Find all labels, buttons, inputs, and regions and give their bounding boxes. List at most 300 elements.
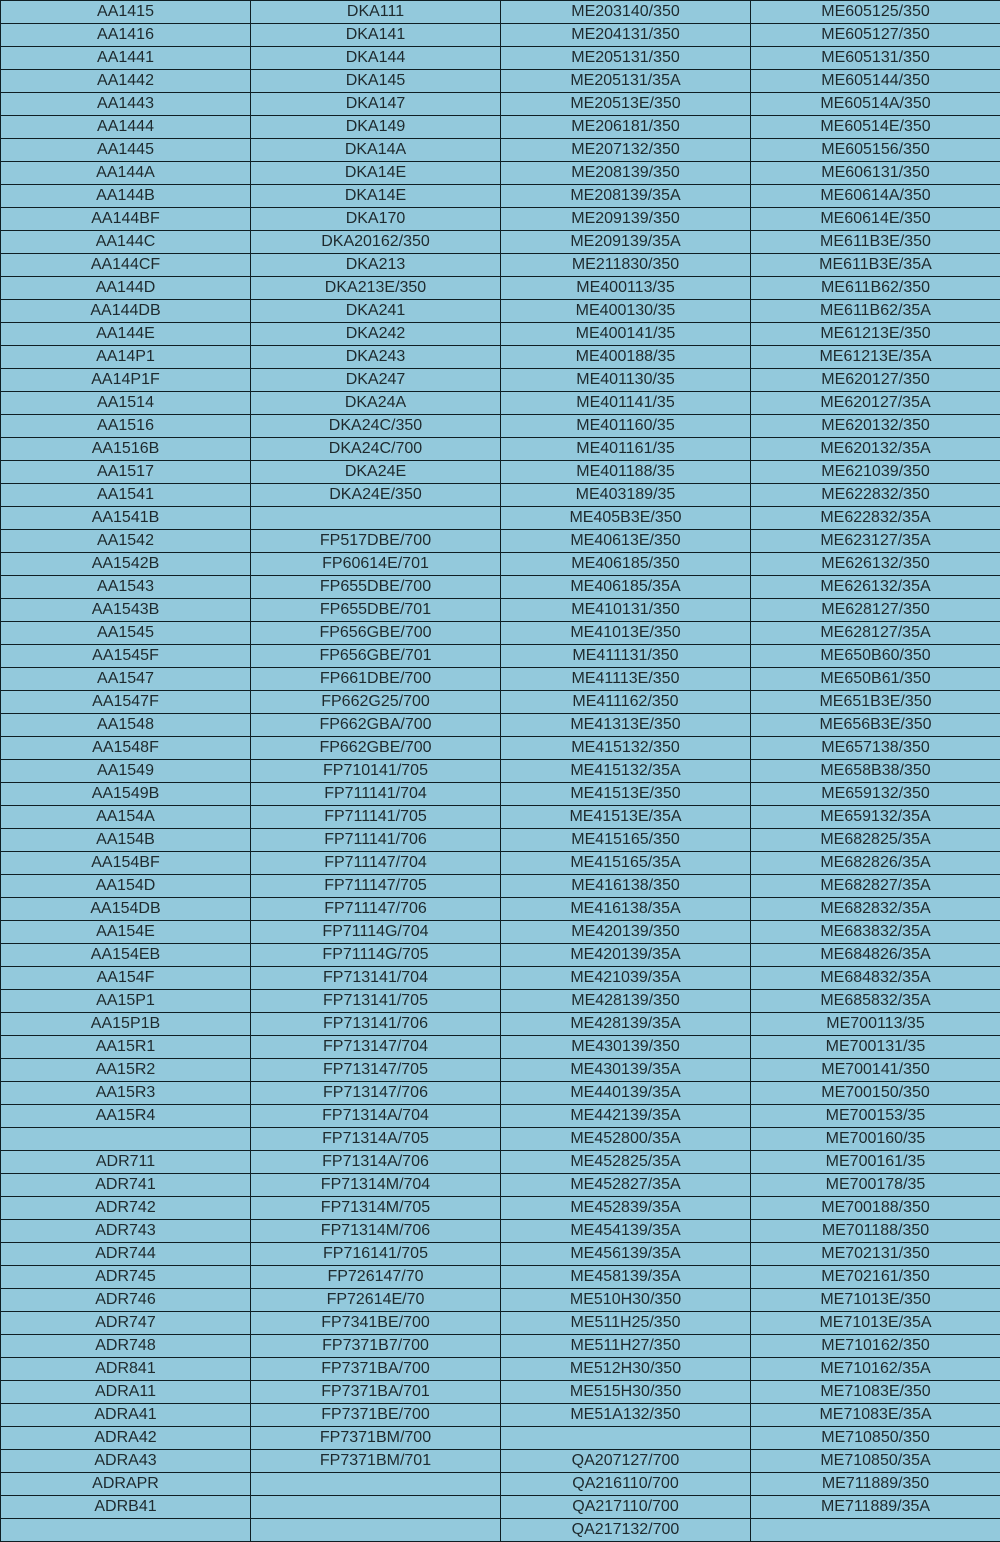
table-cell: ME700153/35: [751, 1105, 1000, 1128]
table-cell: ME650B60/350: [751, 645, 1000, 668]
table-cell: ME511H27/350: [501, 1335, 751, 1358]
table-cell: ME659132/350: [751, 783, 1000, 806]
table-row: [1, 806, 1000, 829]
table-cell: AA15P1B: [1, 1013, 251, 1036]
table-cell: AA1514: [1, 392, 251, 415]
table-cell: ADR748: [1, 1335, 251, 1358]
table-cell: ME406185/35A: [501, 576, 751, 599]
table-cell: ME406185/350: [501, 553, 751, 576]
table-cell: ME208139/35A: [501, 185, 751, 208]
table-cell: AA1545F: [1, 645, 251, 668]
table-cell: FP711147/704: [251, 852, 501, 875]
table-cell: ME41313E/350: [501, 714, 751, 737]
table-row: [1, 1128, 1000, 1151]
table-cell: ME628127/35A: [751, 622, 1000, 645]
table-cell: AA1548F: [1, 737, 251, 760]
table-cell: ME71083E/35A: [751, 1404, 1000, 1427]
table-cell: FP711141/704: [251, 783, 501, 806]
table-row: [1, 1358, 1000, 1381]
table-cell: [251, 1496, 501, 1519]
table-cell: AA15R4: [1, 1105, 251, 1128]
table-cell: ME710850/35A: [751, 1450, 1000, 1473]
table-cell: AA1416: [1, 24, 251, 47]
table-cell: ADR746: [1, 1289, 251, 1312]
table-cell: FP72614E/70: [251, 1289, 501, 1312]
table-cell: ME458139/35A: [501, 1266, 751, 1289]
table-row: [1, 898, 1000, 921]
table-cell: ADRA42: [1, 1427, 251, 1450]
table-row: [1, 346, 1000, 369]
table-cell: DKA213E/350: [251, 277, 501, 300]
table-cell: AA1445: [1, 139, 251, 162]
table-cell: DKA213: [251, 254, 501, 277]
table-cell: ME401130/35: [501, 369, 751, 392]
table-cell: ME611B3E/350: [751, 231, 1000, 254]
table-cell: ME710162/35A: [751, 1358, 1000, 1381]
table-cell: ME40613E/350: [501, 530, 751, 553]
table-cell: DKA141: [251, 24, 501, 47]
table-cell: ME420139/350: [501, 921, 751, 944]
table-cell: AA1549: [1, 760, 251, 783]
table-cell: QA217110/700: [501, 1496, 751, 1519]
table-row: [1, 208, 1000, 231]
table-cell: FP7371BA/700: [251, 1358, 501, 1381]
table-cell: FP655DBE/700: [251, 576, 501, 599]
table-cell: AA144CF: [1, 254, 251, 277]
table-row: [1, 1335, 1000, 1358]
table-cell: ME605156/350: [751, 139, 1000, 162]
table-cell: ADRA41: [1, 1404, 251, 1427]
table-cell: ME401188/35: [501, 461, 751, 484]
table-row: [1, 1404, 1000, 1427]
table-cell: ME620127/35A: [751, 392, 1000, 415]
table-cell: ME405B3E/350: [501, 507, 751, 530]
table-cell: ME442139/35A: [501, 1105, 751, 1128]
table-cell: ME205131/350: [501, 47, 751, 70]
table-row: [1, 24, 1000, 47]
table-cell: FP713141/704: [251, 967, 501, 990]
table-cell: ME71083E/350: [751, 1381, 1000, 1404]
table-cell: AA15R2: [1, 1059, 251, 1082]
table-cell: AA1517: [1, 461, 251, 484]
table-cell: AA1547F: [1, 691, 251, 714]
table-cell: ME401160/35: [501, 415, 751, 438]
table-cell: DKA14A: [251, 139, 501, 162]
table-cell: ME41013E/350: [501, 622, 751, 645]
table-cell: ME415165/350: [501, 829, 751, 852]
table-row: [1, 714, 1000, 737]
table-cell: ME204131/350: [501, 24, 751, 47]
table-cell: ADRB41: [1, 1496, 251, 1519]
table-cell: ME400188/35: [501, 346, 751, 369]
table-cell: FP71314M/705: [251, 1197, 501, 1220]
table-cell: DKA20162/350: [251, 231, 501, 254]
table-row: [1, 599, 1000, 622]
table-cell: AA1443: [1, 93, 251, 116]
table-cell: ME623127/35A: [751, 530, 1000, 553]
table-cell: [1, 1519, 251, 1542]
table-row: [1, 668, 1000, 691]
table-cell: ME605127/350: [751, 24, 1000, 47]
table-cell: ME428139/350: [501, 990, 751, 1013]
table-cell: FP713141/706: [251, 1013, 501, 1036]
table-row: [1, 1059, 1000, 1082]
table-cell: ADR744: [1, 1243, 251, 1266]
table-row: [1, 1151, 1000, 1174]
table-cell: FP71314M/704: [251, 1174, 501, 1197]
table-cell: ADR841: [1, 1358, 251, 1381]
table-cell: ME606131/350: [751, 162, 1000, 185]
table-cell: AA154D: [1, 875, 251, 898]
table-row: [1, 231, 1000, 254]
table-cell: ME656B3E/350: [751, 714, 1000, 737]
table-cell: [251, 1473, 501, 1496]
table-cell: ME209139/35A: [501, 231, 751, 254]
parts-table-body: [1, 1, 1000, 1542]
table-cell: AA15R1: [1, 1036, 251, 1059]
table-cell: ME711889/35A: [751, 1496, 1000, 1519]
table-cell: ADR742: [1, 1197, 251, 1220]
table-row: [1, 369, 1000, 392]
table-cell: AA1441: [1, 47, 251, 70]
table-cell: ME401161/35: [501, 438, 751, 461]
table-cell: ME452839/35A: [501, 1197, 751, 1220]
table-cell: DKA241: [251, 300, 501, 323]
table-row: [1, 1105, 1000, 1128]
table-row: [1, 967, 1000, 990]
table-cell: FP711147/706: [251, 898, 501, 921]
table-cell: ME452800/35A: [501, 1128, 751, 1151]
table-cell: ME401141/35: [501, 392, 751, 415]
table-cell: AA1542: [1, 530, 251, 553]
table-cell: ME702161/350: [751, 1266, 1000, 1289]
table-cell: ME651B3E/350: [751, 691, 1000, 714]
table-cell: DKA24A: [251, 392, 501, 415]
table-cell: AA1543B: [1, 599, 251, 622]
table-cell: AA144BF: [1, 208, 251, 231]
table-cell: FP7371BM/700: [251, 1427, 501, 1450]
table-row: [1, 162, 1000, 185]
table-cell: AA1549B: [1, 783, 251, 806]
table-cell: ME685832/35A: [751, 990, 1000, 1013]
table-cell: ADRAPR: [1, 1473, 251, 1496]
table-cell: DKA24C/350: [251, 415, 501, 438]
table-cell: FP711141/705: [251, 806, 501, 829]
table-cell: ME710850/350: [751, 1427, 1000, 1450]
table-cell: ME683832/35A: [751, 921, 1000, 944]
table-cell: FP60614E/701: [251, 553, 501, 576]
table-cell: ME207132/350: [501, 139, 751, 162]
table-cell: FP7371BA/701: [251, 1381, 501, 1404]
table-cell: ME700131/35: [751, 1036, 1000, 1059]
table-cell: AA15R3: [1, 1082, 251, 1105]
table-row: [1, 1197, 1000, 1220]
table-cell: AA1548: [1, 714, 251, 737]
table-row: [1, 1381, 1000, 1404]
table-row: [1, 1013, 1000, 1036]
table-cell: ME411131/350: [501, 645, 751, 668]
table-cell: AA144C: [1, 231, 251, 254]
table-cell: ME205131/35A: [501, 70, 751, 93]
table-cell: ME209139/350: [501, 208, 751, 231]
table-row: [1, 1, 1000, 24]
table-cell: ME702131/350: [751, 1243, 1000, 1266]
table-row: [1, 1427, 1000, 1450]
table-cell: AA154F: [1, 967, 251, 990]
table-row: [1, 1036, 1000, 1059]
table-cell: AA1415: [1, 1, 251, 24]
table-cell: DKA144: [251, 47, 501, 70]
table-row: [1, 1312, 1000, 1335]
table-cell: ME682827/35A: [751, 875, 1000, 898]
table-cell: ME657138/350: [751, 737, 1000, 760]
table-row: [1, 875, 1000, 898]
table-row: [1, 622, 1000, 645]
table-cell: AA1543: [1, 576, 251, 599]
table-cell: FP71314A/706: [251, 1151, 501, 1174]
table-row: [1, 530, 1000, 553]
table-row: [1, 645, 1000, 668]
table-cell: ME430139/35A: [501, 1059, 751, 1082]
table-cell: DKA243: [251, 346, 501, 369]
table-cell: DKA147: [251, 93, 501, 116]
table-cell: ME620132/35A: [751, 438, 1000, 461]
table-row: [1, 392, 1000, 415]
table-cell: [1, 1128, 251, 1151]
table-cell: AA1516B: [1, 438, 251, 461]
table-cell: ME700160/35: [751, 1128, 1000, 1151]
table-row: [1, 116, 1000, 139]
table-cell: QA216110/700: [501, 1473, 751, 1496]
table-cell: [501, 1427, 751, 1450]
table-cell: FP662G25/700: [251, 691, 501, 714]
table-cell: ME420139/35A: [501, 944, 751, 967]
table-cell: ME421039/35A: [501, 967, 751, 990]
table-row: [1, 990, 1000, 1013]
table-cell: ME700188/350: [751, 1197, 1000, 1220]
table-cell: ME611B62/350: [751, 277, 1000, 300]
table-cell: FP713147/705: [251, 1059, 501, 1082]
table-row: [1, 691, 1000, 714]
table-cell: FP71314A/705: [251, 1128, 501, 1151]
table-row: [1, 1450, 1000, 1473]
table-cell: AA154E: [1, 921, 251, 944]
table-row: [1, 1289, 1000, 1312]
table-cell: AA14P1: [1, 346, 251, 369]
table-cell: FP656GBE/700: [251, 622, 501, 645]
table-row: [1, 1082, 1000, 1105]
table-row: [1, 1220, 1000, 1243]
table-cell: AA154B: [1, 829, 251, 852]
table-cell: AA1444: [1, 116, 251, 139]
table-row: [1, 461, 1000, 484]
table-cell: AA154DB: [1, 898, 251, 921]
table-cell: AA1545: [1, 622, 251, 645]
table-cell: ME41113E/350: [501, 668, 751, 691]
table-cell: QA217132/700: [501, 1519, 751, 1542]
table-cell: ME61213E/35A: [751, 346, 1000, 369]
table-cell: FP7341BE/700: [251, 1312, 501, 1335]
table-cell: ME605144/350: [751, 70, 1000, 93]
table-row: [1, 438, 1000, 461]
table-cell: FP711141/706: [251, 829, 501, 852]
table-cell: AA144B: [1, 185, 251, 208]
table-row: [1, 254, 1000, 277]
table-cell: [251, 1519, 501, 1542]
table-cell: FP7371BE/700: [251, 1404, 501, 1427]
table-cell: AA14P1F: [1, 369, 251, 392]
table-cell: QA207127/700: [501, 1450, 751, 1473]
table-cell: ME456139/35A: [501, 1243, 751, 1266]
table-cell: AA144A: [1, 162, 251, 185]
table-cell: ADR745: [1, 1266, 251, 1289]
table-row: [1, 1473, 1000, 1496]
table-cell: FP711147/705: [251, 875, 501, 898]
table-cell: FP713147/704: [251, 1036, 501, 1059]
table-cell: ME60514E/350: [751, 116, 1000, 139]
table-cell: ME71013E/35A: [751, 1312, 1000, 1335]
table-cell: ME452825/35A: [501, 1151, 751, 1174]
table-cell: ME611B3E/35A: [751, 254, 1000, 277]
table-cell: AA144D: [1, 277, 251, 300]
table-cell: [751, 1519, 1000, 1542]
table-row: [1, 1496, 1000, 1519]
table-cell: ME650B61/350: [751, 668, 1000, 691]
table-cell: ME700141/350: [751, 1059, 1000, 1082]
table-row: [1, 415, 1000, 438]
table-cell: AA1442: [1, 70, 251, 93]
table-cell: DKA24C/700: [251, 438, 501, 461]
table-cell: ME208139/350: [501, 162, 751, 185]
table-cell: FP517DBE/700: [251, 530, 501, 553]
table-cell: ME684832/35A: [751, 967, 1000, 990]
table-cell: AA1541: [1, 484, 251, 507]
table-cell: FP726147/70: [251, 1266, 501, 1289]
table-cell: ME400113/35: [501, 277, 751, 300]
table-cell: FP656GBE/701: [251, 645, 501, 668]
table-cell: AA1547: [1, 668, 251, 691]
table-cell: FP655DBE/701: [251, 599, 501, 622]
table-cell: FP662GBE/700: [251, 737, 501, 760]
table-cell: ME620132/350: [751, 415, 1000, 438]
table-row: [1, 760, 1000, 783]
table-row: [1, 277, 1000, 300]
table-cell: ME710162/350: [751, 1335, 1000, 1358]
table-cell: ME415165/35A: [501, 852, 751, 875]
table-cell: DKA145: [251, 70, 501, 93]
table-cell: ME60614A/350: [751, 185, 1000, 208]
table-row: [1, 323, 1000, 346]
table-row: [1, 737, 1000, 760]
table-cell: ME682826/35A: [751, 852, 1000, 875]
table-cell: ME626132/35A: [751, 576, 1000, 599]
table-cell: ME440139/35A: [501, 1082, 751, 1105]
table-cell: FP661DBE/700: [251, 668, 501, 691]
table-cell: FP71314A/704: [251, 1105, 501, 1128]
table-cell: ME428139/35A: [501, 1013, 751, 1036]
table-cell: ME711889/350: [751, 1473, 1000, 1496]
table-cell: FP71314M/706: [251, 1220, 501, 1243]
table-cell: ME60614E/350: [751, 208, 1000, 231]
table-cell: ME605125/350: [751, 1, 1000, 24]
table-cell: DKA149: [251, 116, 501, 139]
table-row: [1, 185, 1000, 208]
table-cell: ME416138/350: [501, 875, 751, 898]
table-row: [1, 553, 1000, 576]
table-cell: AA15P1: [1, 990, 251, 1013]
table-cell: ME60514A/350: [751, 93, 1000, 116]
table-cell: ME61213E/350: [751, 323, 1000, 346]
table-cell: ME211830/350: [501, 254, 751, 277]
table-cell: ME620127/350: [751, 369, 1000, 392]
table-cell: AA154EB: [1, 944, 251, 967]
table-cell: FP713141/705: [251, 990, 501, 1013]
table-cell: ME203140/350: [501, 1, 751, 24]
table-cell: ME684826/35A: [751, 944, 1000, 967]
table-cell: FP662GBA/700: [251, 714, 501, 737]
table-cell: DKA24E: [251, 461, 501, 484]
table-row: [1, 1243, 1000, 1266]
table-cell: DKA247: [251, 369, 501, 392]
table-cell: ME416138/35A: [501, 898, 751, 921]
table-row: [1, 484, 1000, 507]
table-cell: FP710141/705: [251, 760, 501, 783]
table-cell: DKA24E/350: [251, 484, 501, 507]
table-row: [1, 70, 1000, 93]
table-cell: ME403189/35: [501, 484, 751, 507]
table-cell: AA1542B: [1, 553, 251, 576]
table-cell: ADR747: [1, 1312, 251, 1335]
table-row: [1, 944, 1000, 967]
table-cell: FP7371BM/701: [251, 1450, 501, 1473]
table-cell: ME700113/35: [751, 1013, 1000, 1036]
table-cell: ADR741: [1, 1174, 251, 1197]
table-row: [1, 1174, 1000, 1197]
table-cell: ME511H25/350: [501, 1312, 751, 1335]
table-cell: DKA242: [251, 323, 501, 346]
table-cell: FP713147/706: [251, 1082, 501, 1105]
table-cell: ME611B62/35A: [751, 300, 1000, 323]
table-cell: ADR711: [1, 1151, 251, 1174]
table-cell: DKA111: [251, 1, 501, 24]
table-cell: AA144DB: [1, 300, 251, 323]
table-cell: ME415132/350: [501, 737, 751, 760]
table-cell: ME71013E/350: [751, 1289, 1000, 1312]
table-row: [1, 852, 1000, 875]
table-cell: ME626132/350: [751, 553, 1000, 576]
table-row: [1, 1266, 1000, 1289]
table-cell: ME430139/350: [501, 1036, 751, 1059]
table-row: [1, 93, 1000, 116]
table-row: [1, 829, 1000, 852]
table-row: [1, 507, 1000, 530]
table-cell: FP71114G/704: [251, 921, 501, 944]
table-cell: ME628127/350: [751, 599, 1000, 622]
table-cell: FP71114G/705: [251, 944, 501, 967]
table-row: [1, 576, 1000, 599]
table-cell: ME622832/35A: [751, 507, 1000, 530]
table-cell: ME411162/350: [501, 691, 751, 714]
table-cell: ME682825/35A: [751, 829, 1000, 852]
table-cell: ADRA43: [1, 1450, 251, 1473]
table-cell: [251, 507, 501, 530]
table-cell: ME454139/35A: [501, 1220, 751, 1243]
table-row: [1, 921, 1000, 944]
table-cell: DKA14E: [251, 162, 501, 185]
table-cell: AA154BF: [1, 852, 251, 875]
table-cell: ME20513E/350: [501, 93, 751, 116]
table-cell: ADRA11: [1, 1381, 251, 1404]
